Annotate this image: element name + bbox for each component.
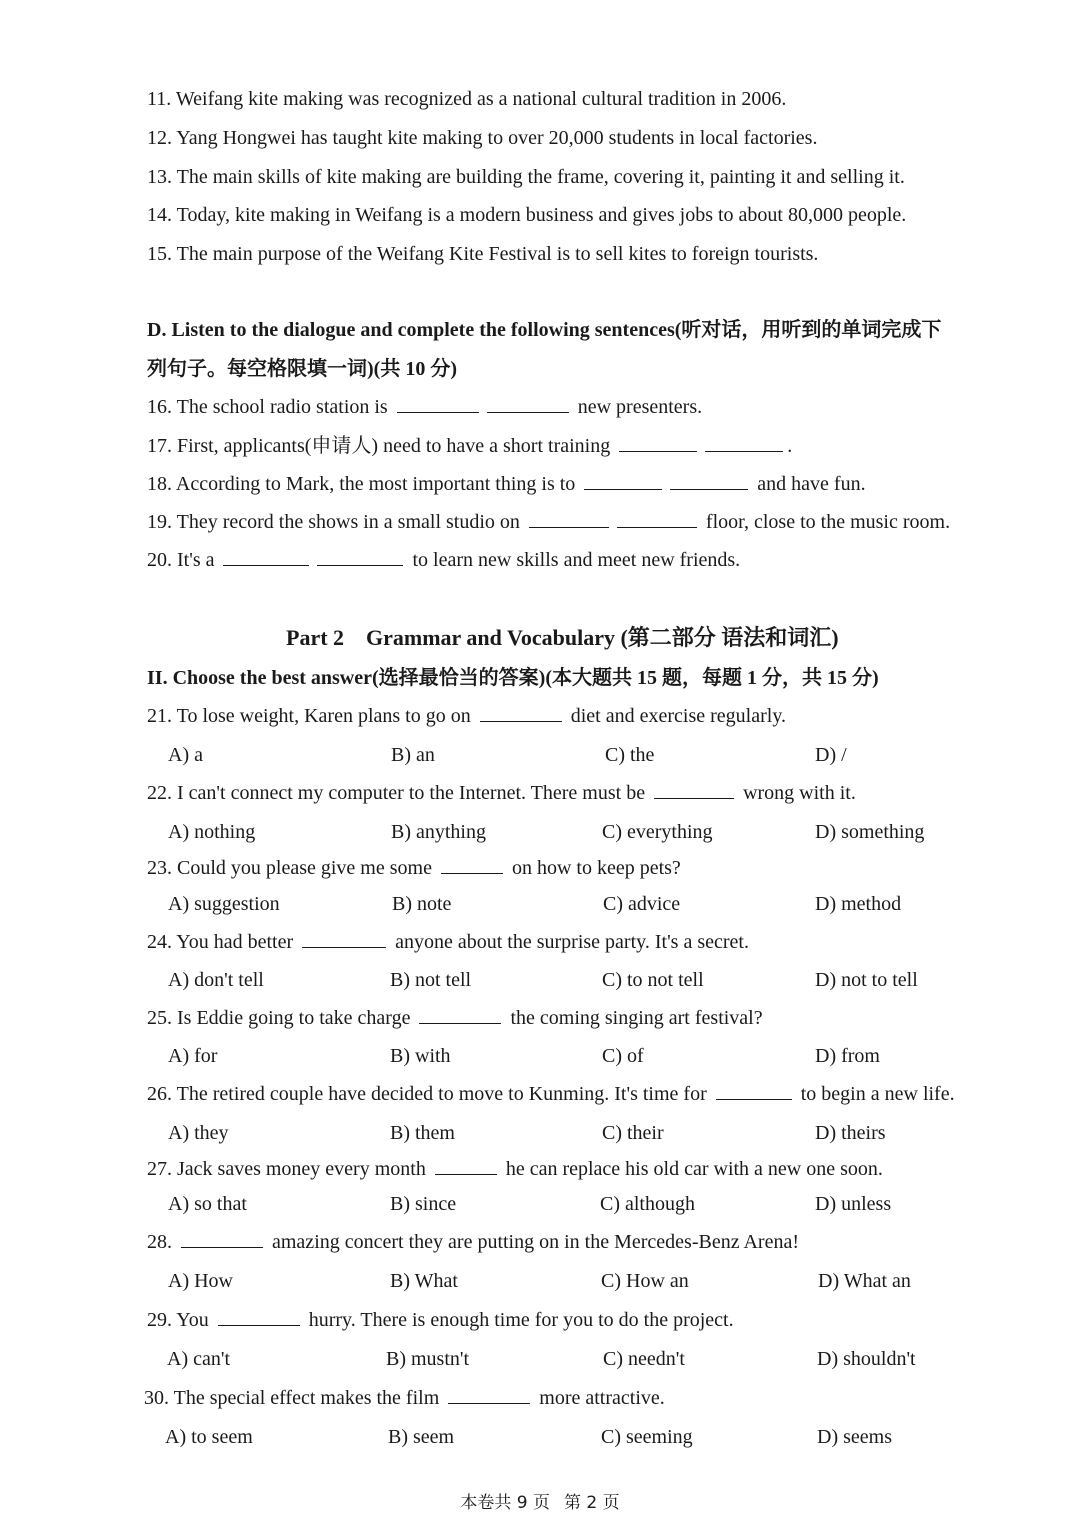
option-a[interactable]: A) How (168, 1270, 233, 1292)
item-text-pre: 20. It's a (147, 549, 215, 571)
question-22 (147, 780, 856, 806)
option-d[interactable]: D) something (815, 821, 925, 843)
answer-blank[interactable] (487, 394, 569, 413)
option-d[interactable]: D) not to tell (815, 969, 918, 991)
option-c[interactable]: C) advice (603, 893, 681, 915)
option-a[interactable]: A) so that (168, 1193, 247, 1215)
option-a[interactable]: A) don't tell (168, 969, 264, 991)
question-text-pre: 30. The special effect makes the film (144, 1387, 440, 1409)
option-d[interactable]: D) method (815, 893, 902, 915)
answer-blank[interactable] (302, 929, 386, 948)
question-text-pre: 21. To lose weight, Karen plans to go on (147, 705, 471, 727)
answer-blank[interactable] (448, 1385, 530, 1404)
question-23 (147, 855, 681, 881)
option-b[interactable]: B) mustn't (386, 1348, 470, 1370)
option-d[interactable]: D) What an (818, 1270, 911, 1292)
answer-blank[interactable] (619, 433, 697, 452)
question-text-post: wrong with it. (743, 782, 856, 804)
option-a[interactable]: A) they (168, 1122, 229, 1144)
answer-blank[interactable] (317, 547, 403, 566)
question-text-pre: 22. I can't connect my computer to the Internet. There must be (147, 782, 646, 804)
answer-blank[interactable] (181, 1229, 263, 1248)
question-21 (147, 703, 786, 729)
answer-blank[interactable] (529, 509, 609, 528)
question-text-pre: 27. Jack saves money every month (147, 1158, 426, 1180)
option-b[interactable]: B) seem (388, 1426, 455, 1448)
answer-blank[interactable] (705, 433, 783, 452)
question-text-post: to begin a new life. (800, 1083, 955, 1105)
page-footer (0, 1488, 1080, 1513)
question-text-post: he can replace his old car with a new one soon. (505, 1158, 883, 1180)
answer-blank[interactable] (441, 855, 503, 874)
option-b[interactable]: B) since (390, 1193, 457, 1215)
option-c[interactable]: C) although (600, 1193, 695, 1215)
page-number: 第 2 页 (564, 1493, 620, 1513)
option-a[interactable]: A) suggestion (168, 893, 280, 915)
item-text-pre: 17. First, applicants(申请人) need to have a short training (147, 435, 611, 457)
option-a[interactable]: A) to seem (165, 1426, 253, 1448)
option-a[interactable]: A) a (168, 744, 203, 766)
statement-13: 13. The main skills of kite making are building the frame, covering it, painting it and selling it. (147, 166, 905, 188)
option-b[interactable]: B) with (390, 1045, 451, 1067)
section-d-instruction-line2: 列句子。每空格限填一词)(共 10 分) (147, 358, 457, 380)
total-pages: 本卷共 9 页 (460, 1493, 550, 1513)
question-text-post: the coming singing art festival? (510, 1007, 763, 1029)
question-text-post: hurry. There is enough time for you to do the project. (308, 1309, 734, 1331)
answer-blank[interactable] (435, 1156, 497, 1175)
answer-blank[interactable] (223, 547, 309, 566)
fill-item-19 (147, 509, 950, 535)
option-b[interactable]: B) note (392, 893, 452, 915)
section-d-instruction-line1: D. Listen to the dialogue and complete the following sentences(听对话，用听到的单词完成下 (147, 319, 942, 341)
option-d[interactable]: D) theirs (815, 1122, 886, 1144)
option-b[interactable]: B) an (391, 744, 435, 766)
option-d[interactable]: D) shouldn't (817, 1348, 916, 1370)
statement-15: 15. The main purpose of the Weifang Kite Festival is to sell kites to foreign tourists. (147, 243, 819, 265)
item-text-pre: 19. They record the shows in a small studio on (147, 511, 520, 533)
question-text-pre: 24. You had better (147, 931, 294, 953)
part-label: Part 2 (286, 625, 345, 650)
answer-blank[interactable] (670, 471, 748, 490)
question-text-pre: 25. Is Eddie going to take charge (147, 1007, 411, 1029)
answer-blank[interactable] (584, 471, 662, 490)
item-text-pre: 16. The school radio station is (147, 396, 388, 418)
fill-item-18 (147, 471, 866, 497)
option-c[interactable]: C) needn't (603, 1348, 685, 1370)
answer-blank[interactable] (654, 780, 734, 799)
option-b[interactable]: B) not tell (390, 969, 472, 991)
answer-blank[interactable] (480, 703, 562, 722)
part-2-title (286, 624, 839, 652)
question-text-pre: 29. You (147, 1309, 209, 1331)
question-29 (147, 1307, 734, 1333)
fill-item-20 (147, 547, 740, 573)
fill-item-17 (147, 433, 792, 459)
option-c[interactable]: C) seeming (601, 1426, 693, 1448)
option-c[interactable]: C) their (602, 1122, 664, 1144)
question-text-pre: 23. Could you please give me some (147, 857, 432, 879)
answer-blank[interactable] (617, 509, 697, 528)
option-c[interactable]: C) How an (601, 1270, 689, 1292)
question-text-post: anyone about the surprise party. It's a secret. (395, 931, 749, 953)
answer-blank[interactable] (419, 1005, 501, 1024)
option-b[interactable]: B) anything (391, 821, 486, 843)
question-text-pre: 26. The retired couple have decided to move to Kunming. It's time for (147, 1083, 707, 1105)
statement-11: 11. Weifang kite making was recognized as a national cultural tradition in 2006. (147, 88, 787, 110)
question-25 (147, 1005, 763, 1031)
option-a[interactable]: A) can't (167, 1348, 231, 1370)
statement-14: 14. Today, kite making in Weifang is a modern business and gives jobs to about 80,000 people. (147, 204, 907, 226)
question-text-post: more attractive. (539, 1387, 665, 1409)
question-30 (144, 1385, 665, 1411)
question-text-post: amazing concert they are putting on in the Mercedes-Benz Arena! (272, 1231, 800, 1253)
part-name: Grammar and Vocabulary (第二部分 语法和词汇) (366, 625, 839, 650)
question-text-post: diet and exercise regularly. (570, 705, 787, 727)
item-text-post: new presenters. (577, 396, 703, 418)
question-28 (147, 1229, 799, 1255)
section-ii-instruction: II. Choose the best answer(选择最恰当的答案)(本大题共 15 题，每题 1 分，共 15 分) (147, 667, 879, 689)
option-a[interactable]: A) for (168, 1045, 218, 1067)
option-d[interactable]: D) seems (817, 1426, 892, 1448)
item-text-post: floor, close to the music room. (705, 511, 951, 533)
fill-item-16 (147, 394, 702, 420)
item-text-post: and have fun. (757, 473, 866, 495)
option-b[interactable]: B) What (390, 1270, 458, 1292)
option-b[interactable]: B) them (390, 1122, 455, 1144)
statement-12: 12. Yang Hongwei has taught kite making to over 20,000 students in local factories. (147, 127, 818, 149)
option-d[interactable]: D) / (815, 744, 847, 766)
item-text-post: to learn new skills and meet new friends. (412, 549, 741, 571)
option-c[interactable]: C) everything (602, 821, 713, 843)
option-d[interactable]: D) unless (815, 1193, 892, 1215)
option-c[interactable]: C) the (605, 744, 655, 766)
answer-blank[interactable] (716, 1081, 792, 1100)
question-text-post: on how to keep pets? (511, 857, 681, 879)
option-c[interactable]: C) to not tell (602, 969, 704, 991)
question-text-pre: 28. (147, 1231, 172, 1253)
answer-blank[interactable] (218, 1307, 300, 1326)
question-26 (147, 1081, 955, 1107)
option-c[interactable]: C) of (602, 1045, 644, 1067)
question-27 (147, 1156, 883, 1182)
answer-blank[interactable] (397, 394, 479, 413)
item-text-post: . (787, 435, 793, 457)
option-a[interactable]: A) nothing (168, 821, 256, 843)
question-24 (147, 929, 749, 955)
option-d[interactable]: D) from (815, 1045, 880, 1067)
item-text-pre: 18. According to Mark, the most important thing is to (147, 473, 576, 495)
